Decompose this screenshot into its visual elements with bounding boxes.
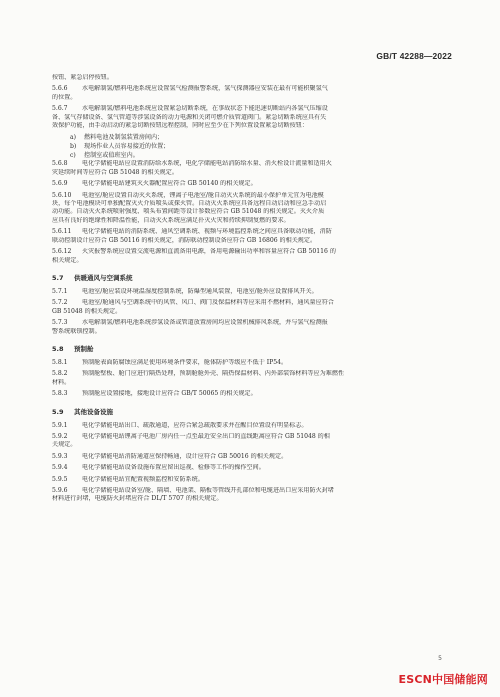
clause-number: 5.6.8 xyxy=(52,160,68,168)
clause-number: 5.9.3 xyxy=(52,452,68,460)
clause-paragraph xyxy=(52,105,450,130)
list-item xyxy=(52,142,450,151)
clause-number: 5.8.1 xyxy=(52,358,68,366)
clause-paragraph xyxy=(52,160,450,177)
clause-number: 5.6.10 xyxy=(52,191,72,199)
line-text: 块，每个电池模块可单独配置灭火介质喷头或探火管。自动灭火系统应具备远程自动启动和应急手动启 xyxy=(52,200,327,208)
text-line xyxy=(52,237,450,245)
text-line xyxy=(52,441,450,449)
clause-number: 5.6.6 xyxy=(52,85,68,93)
section-title xyxy=(52,344,450,353)
list-item-text: 燃料电池及制氢装置房间内； xyxy=(84,134,164,142)
section-number: 5.8 xyxy=(52,344,64,353)
line-text: 电化学储能电站锂离子电池厂房内任一点至最近安全出口的直线距离应符合 GB 51048 的相 xyxy=(82,432,330,440)
clause-paragraph xyxy=(52,319,450,336)
page-number: 5 xyxy=(438,655,442,662)
list-item xyxy=(52,133,450,142)
text-line xyxy=(52,487,450,495)
text-line xyxy=(52,85,450,93)
line-text: 联动控制设计应符合 GB 50116 的相关规定，消防联动控制设备应符合 GB 16806 的相关规定。 xyxy=(52,236,317,244)
line-text: 水电解制氢/燃料电池系统应设置紧急切断系统，在事故状态下能迅速切断站内各氢气压缩设 xyxy=(82,105,328,113)
clause-paragraph xyxy=(52,487,450,504)
text-line xyxy=(52,299,450,307)
clause-paragraph xyxy=(52,390,450,398)
list-item-text: 现场作业人员容易接近的位置； xyxy=(84,143,170,151)
text-line xyxy=(52,105,450,113)
clause-paragraph xyxy=(52,288,450,296)
text-line xyxy=(52,308,450,316)
section-title-text: 其他设备设施 xyxy=(74,407,113,416)
line-text: 电化学储能电站消防通道应保持畅通，设计应符合 GB 50016 的相关规定。 xyxy=(82,452,288,460)
text-line xyxy=(52,422,450,430)
line-text: 备、氢气存储设备、氢气管道等涉氢设备的动力电源和关闭可燃介质管道阀门。紧急切断系统应具有失 xyxy=(52,113,327,121)
line-text: 电池室/舱通风与空调系统中的风管、风口、阀门及保温材料等应采用不燃材料，通风量应符合 xyxy=(82,299,334,307)
text-line xyxy=(52,114,450,122)
line-text: 预制舱应设置接地，接地设计应符合 GB/T 50065 的相关规定。 xyxy=(82,390,257,398)
clause-number: 5.7.1 xyxy=(52,287,68,295)
clause-paragraph xyxy=(52,248,450,265)
document-body xyxy=(52,74,450,507)
clause-paragraph xyxy=(52,433,450,450)
list-item-label: a) xyxy=(70,134,77,142)
text-line xyxy=(52,94,450,102)
clause-number: 5.9.2 xyxy=(52,432,68,440)
line-text: 灾延续时间等应符合 GB 51048 的相关规定。 xyxy=(52,168,178,176)
line-text: 电化学储能电站的消防系统、通风空调系统、视频与环境监控系统之间应具备联动功能，消防 xyxy=(82,228,332,236)
clause-paragraph xyxy=(52,359,450,367)
text-line xyxy=(52,74,450,82)
section-title xyxy=(52,273,450,282)
line-text: 按钮、紧急启停按钮。 xyxy=(52,74,113,81)
text-line xyxy=(52,379,450,387)
clause-paragraph xyxy=(52,299,450,316)
clause-number: 5.6.11 xyxy=(52,228,72,236)
text-line xyxy=(52,257,450,265)
list-item-text: 控制室或值班室内。 xyxy=(84,152,139,160)
text-line xyxy=(52,192,450,200)
line-text: 电化学储能电站宜配置视频监控和安防系统。 xyxy=(82,475,204,483)
text-line xyxy=(52,208,450,216)
text-line xyxy=(52,288,450,296)
line-text: 预制舱表面防腐蚀应满足使用环境条件要求，舱体防护等级应不低于 IP54。 xyxy=(82,358,288,366)
line-text: 电化学储能电站出口、疏散通道，应符合紧急疏散要求并在醒目位置设有明显标志。 xyxy=(82,421,308,429)
clause-number: 5.9.6 xyxy=(52,487,68,494)
list-item xyxy=(52,151,450,160)
text-line xyxy=(52,122,450,130)
text-line xyxy=(52,370,450,378)
clause-paragraph xyxy=(52,192,450,226)
text-line xyxy=(52,476,450,484)
line-text: 相关规定。 xyxy=(52,256,83,264)
line-text: 材料。 xyxy=(52,378,71,386)
text-line xyxy=(52,200,450,208)
text-line xyxy=(52,217,450,225)
line-text: 应具有良好的绝缘性和降温性能，自动灭火系统应满足扑灭火灾和持续抑制复燃的要求。 xyxy=(52,216,290,224)
text-line xyxy=(52,228,450,236)
line-text: 电化学储能电站设备设施布置应留出巡视、检修等工作的操作空间。 xyxy=(82,464,265,472)
line-text: 效保护功能，由手动启动的紧急切断按钮远程控制，同时应至少在下列位置设置紧急切断按钮： xyxy=(52,122,308,130)
text-line xyxy=(52,433,450,441)
clause-paragraph xyxy=(52,228,450,245)
text-line xyxy=(52,359,450,367)
line-text: 电化学储能电站设备室/舱、隔墙、电池架、隔板等管线开孔部位和电缆进出口应采用防火封堵 xyxy=(82,487,334,494)
clause-paragraph xyxy=(52,422,450,430)
text-line xyxy=(52,319,450,327)
clause-number: 5.7.2 xyxy=(52,299,68,307)
clause-paragraph xyxy=(52,453,450,461)
clause-paragraph xyxy=(52,370,450,387)
text-line xyxy=(52,390,450,398)
clause-number: 5.6.12 xyxy=(52,248,72,256)
line-text: 电化学储能电站建筑灭火器配置应符合 GB 50140 的相关规定。 xyxy=(82,180,257,188)
section-number: 5.7 xyxy=(52,273,64,282)
text-line xyxy=(52,453,450,461)
clause-number: 5.6.9 xyxy=(52,180,68,188)
text-line xyxy=(52,495,450,503)
line-text: 电池室/舱应设置自动灭火系统，锂离子电池室/舱自动灭火系统的最小保护单元宜为电池模 xyxy=(82,191,324,199)
text-line xyxy=(52,248,450,256)
clause-number: 5.9.5 xyxy=(52,475,68,483)
clause-paragraph xyxy=(52,180,450,188)
line-text: 关规定。 xyxy=(52,441,77,449)
clause-number: 5.7.3 xyxy=(52,319,68,327)
clause-number: 5.8.2 xyxy=(52,370,68,378)
line-text: 材料进行封堵，电缆防火封堵应符合 DL/T 5707 的相关规定。 xyxy=(52,495,223,503)
clause-number: 5.8.3 xyxy=(52,390,68,398)
site-watermark: ESCN中国储能网 xyxy=(398,673,488,686)
clause-paragraph xyxy=(52,464,450,472)
line-text: 火灾报警系统应设置交流电源和直流备用电源，备用电源输出功率和容量应符合 GB 50116 的 xyxy=(82,248,336,256)
line-text: 预制舱壁板、舱门应进行隔热处理，预制舱舱外壳、隔热保温材料、内外部装饰材料等应为难燃性 xyxy=(82,370,345,378)
clause-number: 5.9.1 xyxy=(52,421,68,429)
clause-number: 5.9.4 xyxy=(52,464,68,472)
text-line xyxy=(52,169,450,177)
text-line xyxy=(52,328,450,336)
text-line xyxy=(52,180,450,188)
line-text: 动功能。自动灭火系统喷射强度、喷头布置间距等设计参数应符合 GB 51048 的相关规定。灭火介质 xyxy=(52,208,325,216)
text-line xyxy=(52,160,450,168)
list-item-label: c) xyxy=(70,152,76,160)
section-title-text: 预制舱 xyxy=(74,344,94,353)
line-text: 的位置。 xyxy=(52,93,77,101)
list-item-label: b) xyxy=(70,143,77,151)
clause-paragraph xyxy=(52,85,450,102)
clause-paragraph xyxy=(52,74,450,82)
standard-number: GB/T 42288—2022 xyxy=(376,51,452,61)
section-title-text: 供暖通风与空调系统 xyxy=(74,273,133,282)
section-number: 5.9 xyxy=(52,407,64,416)
clause-paragraph xyxy=(52,476,450,484)
section-title xyxy=(52,407,450,416)
line-text: 电化学储能电站应设置消防给水系统，电化学储能电站消防给水量、消火栓设计流量和适用火 xyxy=(82,160,332,168)
line-text: 警系统联锁控制。 xyxy=(52,327,101,335)
clause-number: 5.6.7 xyxy=(52,105,68,113)
line-text: 水电解制氢/燃料电池系统涉氢设备或管道放置房间均应设置机械排风系统，并与氢气检测报 xyxy=(82,319,328,327)
line-text: GB 51048 的相关规定。 xyxy=(52,307,122,315)
text-line xyxy=(52,464,450,472)
line-text: 水电解制氢/燃料电池系统应设置氢气检测报警系统，氢气探测器应安装在最有可能积聚氢气 xyxy=(82,85,328,93)
line-text: 电池室/舱应装设环境温湿度控制系统，防爆型通风装置，电池室/舱外应设置排风开关。 xyxy=(82,287,318,295)
